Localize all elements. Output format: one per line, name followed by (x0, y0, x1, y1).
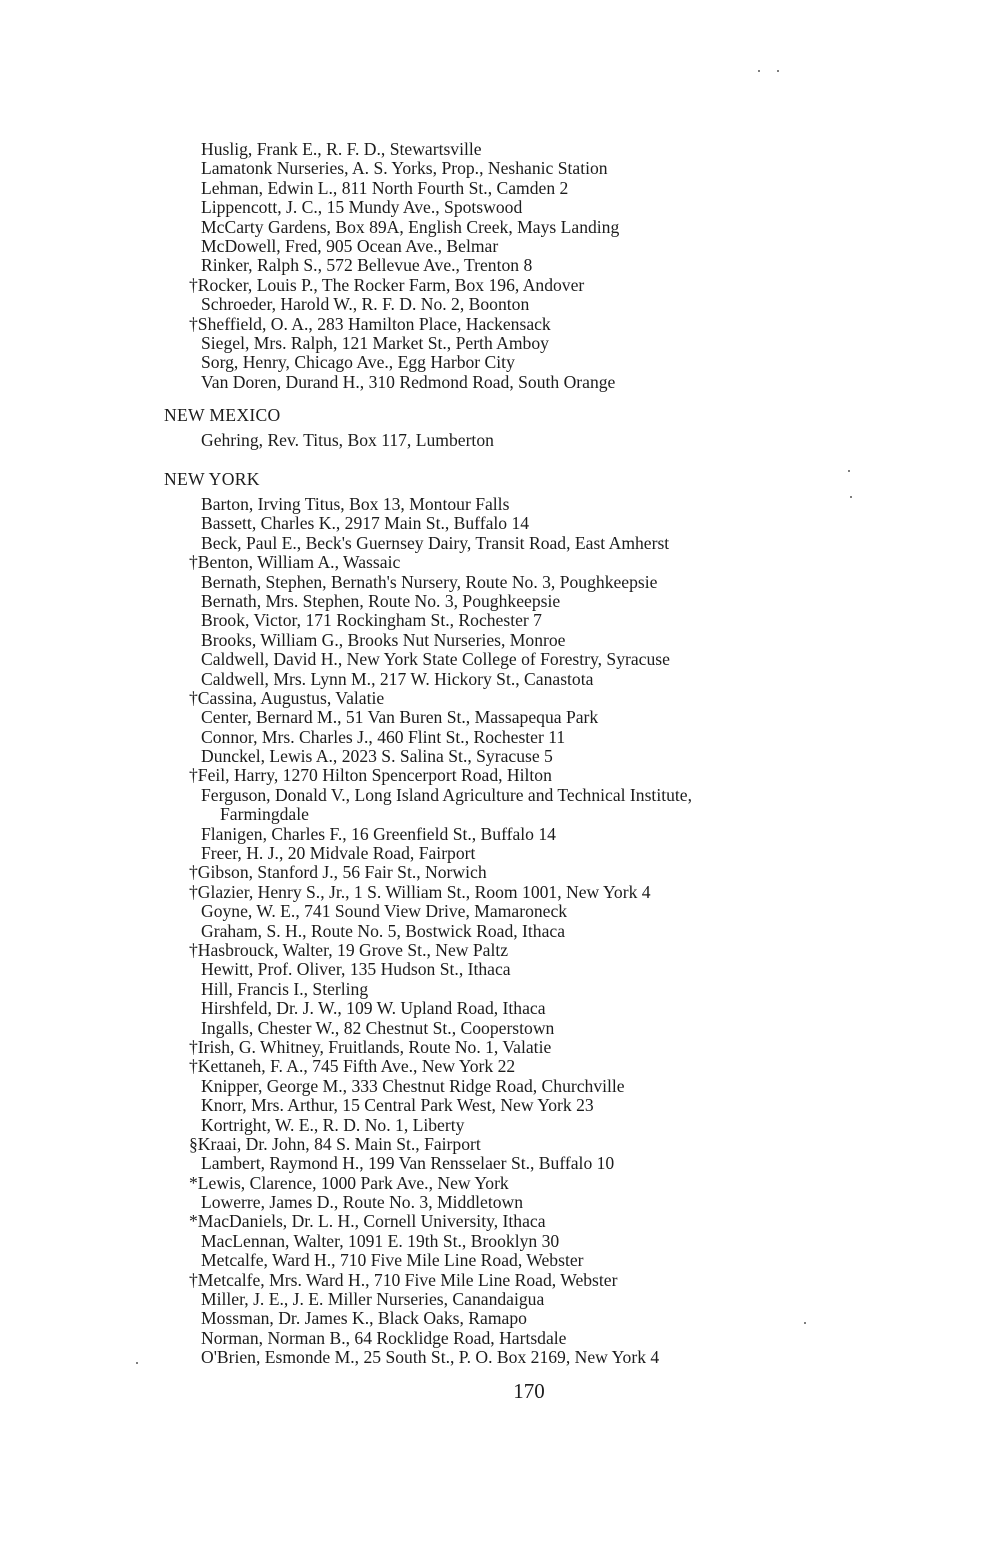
list-item: Miller, J. E., J. E. Miller Nurseries, Canandaigua (201, 1289, 545, 1310)
list-item: Mossman, Dr. James K., Black Oaks, Ramapo (201, 1308, 527, 1329)
list-item: Hewitt, Prof. Oliver, 135 Hudson St., Ithaca (201, 959, 511, 980)
list-item: McDowell, Fred, 905 Ocean Ave., Belmar (201, 235, 499, 256)
list-item: Connor, Mrs. Charles J., 460 Flint St., Rochester 11 (201, 726, 566, 747)
list-item: Flanigen, Charles F., 16 Greenfield St., Buffalo 14 (201, 823, 556, 844)
list-item: Rinker, Ralph S., 572 Bellevue Ave., Trenton 8 (201, 255, 533, 276)
list-item: Gehring, Rev. Titus, Box 117, Lumberton (201, 430, 494, 450)
list-item: Caldwell, David H., New York State College of Forestry, Syracuse (201, 649, 670, 670)
list-item: Hirshfeld, Dr. J. W., 109 W. Upland Road, Ithaca (201, 998, 546, 1019)
list-item: †Gibson, Stanford J., 56 Fair St., Norwich (189, 862, 487, 883)
new-mexico-entries (0, 431, 1002, 450)
list-item: Hill, Francis I., Sterling (201, 978, 369, 999)
list-item: Metcalfe, Ward H., 710 Five Mile Line Road, Webster (201, 1250, 584, 1271)
scan-speck (758, 70, 760, 72)
list-item: †Cassina, Augustus, Valatie (189, 687, 385, 708)
list-item: Barton, Irving Titus, Box 13, Montour Falls (201, 494, 510, 514)
list-item: Goyne, W. E., 741 Sound View Drive, Mamaroneck (201, 901, 568, 922)
list-item: Knipper, George M., 333 Chestnut Ridge Road, Churchville (201, 1075, 625, 1096)
list-item: †Kettaneh, F. A., 745 Fifth Ave., New York 22 (189, 1056, 516, 1077)
list-item: §Kraai, Dr. John, 84 S. Main St., Fairport (189, 1133, 481, 1154)
list-item: †Rocker, Louis P., The Rocker Farm, Box 196, Andover (189, 274, 585, 295)
list-item: Knorr, Mrs. Arthur, 15 Central Park West, New York 23 (201, 1095, 594, 1116)
list-item: Bernath, Mrs. Stephen, Route No. 3, Poughkeepsie (201, 590, 561, 611)
list-item: Lippencott, J. C., 15 Mundy Ave., Spotswood (201, 197, 523, 218)
list-item: Siegel, Mrs. Ralph, 121 Market St., Perth Amboy (201, 332, 549, 353)
list-item: McCarty Gardens, Box 89A, English Creek, Mays Landing (201, 216, 620, 237)
list-item: Brooks, William G., Brooks Nut Nurseries, Monroe (201, 629, 566, 650)
list-item: Schroeder, Harold W., R. F. D. No. 2, Boonton (201, 294, 530, 315)
section-heading-new-york: NEW YORK (164, 469, 260, 489)
list-item: Beck, Paul E., Beck's Guernsey Dairy, Transit Road, East Amherst (201, 532, 670, 553)
list-item-continuation: Farmingdale (220, 804, 309, 825)
list-item: Ingalls, Chester W., 82 Chestnut St., Cooperstown (201, 1017, 555, 1038)
list-item: Huslig, Frank E., R. F. D., Stewartsville (201, 139, 482, 159)
list-item: †Irish, G. Whitney, Fruitlands, Route No. 1, Valatie (189, 1036, 552, 1057)
list-item: Lehman, Edwin L., 811 North Fourth St., Camden 2 (201, 177, 569, 198)
list-item: Ferguson, Donald V., Long Island Agriculture and Technical Institute, (201, 784, 692, 805)
list-item: MacLennan, Walter, 1091 E. 19th St., Brooklyn 30 (201, 1230, 560, 1251)
list-item: Van Doren, Durand H., 310 Redmond Road, South Orange (201, 371, 616, 392)
list-item: Lamatonk Nurseries, A. S. Yorks, Prop., Neshanic Station (201, 158, 608, 179)
list-item: Sorg, Henry, Chicago Ave., Egg Harbor City (201, 352, 515, 373)
list-item: Bernath, Stephen, Bernath's Nursery, Route No. 3, Poughkeepsie (201, 571, 658, 592)
new-jersey-entries (0, 140, 1002, 392)
list-item: Graham, S. H., Route No. 5, Bostwick Road, Ithaca (201, 920, 566, 941)
page-number: 170 (513, 1379, 545, 1403)
list-item: Dunckel, Lewis A., 2023 S. Salina St., Syracuse 5 (201, 746, 553, 767)
scan-speck (848, 470, 850, 472)
list-item: †Glazier, Henry S., Jr., 1 S. William St., Room 1001, New York 4 (189, 881, 651, 902)
list-item: †Benton, William A., Wassaic (189, 552, 401, 573)
new-york-entries (0, 495, 1002, 1368)
list-item: Norman, Norman B., 64 Rocklidge Road, Hartsdale (201, 1327, 567, 1348)
list-item: Lowerre, James D., Route No. 3, Middletown (201, 1192, 524, 1213)
list-item: Freer, H. J., 20 Midvale Road, Fairport (201, 843, 476, 864)
list-item: †Feil, Harry, 1270 Hilton Spencerport Road, Hilton (189, 765, 552, 786)
list-item: Center, Bernard M., 51 Van Buren St., Massapequa Park (201, 707, 599, 728)
list-item: Kortright, W. E., R. D. No. 1, Liberty (201, 1114, 465, 1135)
scan-speck (777, 70, 779, 72)
list-item: †Sheffield, O. A., 283 Hamilton Place, Hackensack (189, 313, 551, 334)
list-item: †Metcalfe, Mrs. Ward H., 710 Five Mile Line Road, Webster (189, 1269, 618, 1290)
list-item: Lambert, Raymond H., 199 Van Rensselaer St., Buffalo 10 (201, 1153, 615, 1174)
section-heading-new-mexico: NEW MEXICO (164, 405, 281, 425)
list-item: †Hasbrouck, Walter, 19 Grove St., New Paltz (189, 939, 509, 960)
list-item: *Lewis, Clarence, 1000 Park Ave., New York (189, 1172, 509, 1193)
list-item: O'Brien, Esmonde M., 25 South St., P. O. Box 2169, New York 4 (201, 1347, 660, 1368)
list-item: *MacDaniels, Dr. L. H., Cornell University, Ithaca (189, 1211, 546, 1232)
list-item: Brook, Victor, 171 Rockingham St., Rochester 7 (201, 610, 542, 631)
list-item: Caldwell, Mrs. Lynn M., 217 W. Hickory St., Canastota (201, 668, 594, 689)
list-item: Bassett, Charles K., 2917 Main St., Buffalo 14 (201, 513, 530, 534)
